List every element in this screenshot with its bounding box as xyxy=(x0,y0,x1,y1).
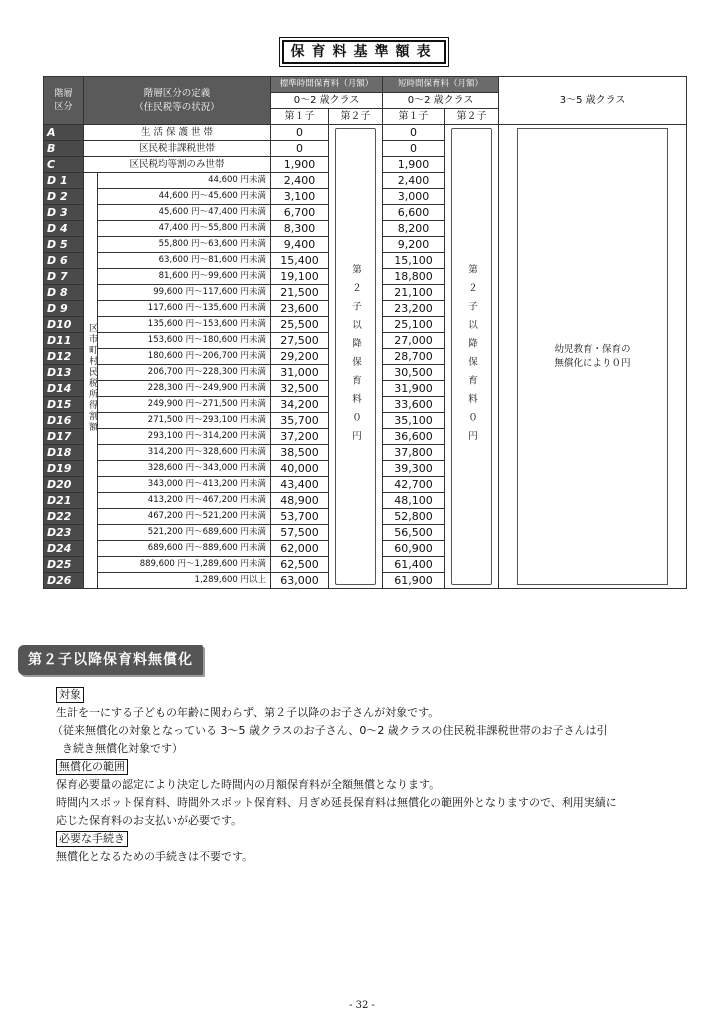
standard-fee-first-child: 40,000 xyxy=(271,461,329,477)
age-3-5-waiver-line-2: 無償化により０円 xyxy=(554,357,631,369)
tier-description: 228,300 円〜249,900 円未満 xyxy=(98,381,271,397)
target-text: 生計を一にする子どもの年齢に関わらず、第２子以降のお子さんが対象です。 xyxy=(56,706,440,719)
standard-fee-first-child: 53,700 xyxy=(271,509,329,525)
standard-fee-first-child: 19,100 xyxy=(271,269,329,285)
short-fee-first-child: 52,800 xyxy=(383,509,445,525)
target-label: 対象 xyxy=(56,687,84,703)
municipal-tax-label xyxy=(84,173,98,589)
short-fee-first-child: 39,300 xyxy=(383,461,445,477)
standard-fee-first-child: 0 xyxy=(271,125,329,141)
tier-code: D21 xyxy=(44,493,84,509)
standard-fee-first-child: 9,400 xyxy=(271,237,329,253)
tier-code: B xyxy=(44,141,84,157)
tier-description: 249,900 円〜271,500 円未満 xyxy=(98,397,271,413)
short-fee-first-child: 27,000 xyxy=(383,333,445,349)
tier-description: 生 活 保 護 世 帯 xyxy=(84,125,271,141)
second-child-waiver-standard xyxy=(329,125,383,589)
scope-label: 無償化の範囲 xyxy=(56,759,128,775)
tier-description: 467,200 円〜521,200 円未満 xyxy=(98,509,271,525)
standard-fee-first-child: 23,600 xyxy=(271,301,329,317)
tier-description: 44,600 円〜45,600 円未満 xyxy=(98,189,271,205)
table-row xyxy=(44,125,687,141)
header-age-0-2-short: 0〜2 歳クラス xyxy=(383,93,499,109)
tier-code: D22 xyxy=(44,509,84,525)
short-fee-first-child: 0 xyxy=(383,141,445,157)
tier-description: 区民税非課税世帯 xyxy=(84,141,271,157)
tier-description: 117,600 円〜135,600 円未満 xyxy=(98,301,271,317)
tier-code: D 1 xyxy=(44,173,84,189)
tier-code: D25 xyxy=(44,557,84,573)
standard-fee-first-child: 57,500 xyxy=(271,525,329,541)
second-child-waiver-short xyxy=(445,125,499,589)
short-fee-first-child: 42,700 xyxy=(383,477,445,493)
short-fee-first-child: 2,400 xyxy=(383,173,445,189)
tier-code: A xyxy=(44,125,84,141)
tier-code: D15 xyxy=(44,397,84,413)
short-fee-first-child: 37,800 xyxy=(383,445,445,461)
short-fee-first-child: 25,100 xyxy=(383,317,445,333)
scope-text-3: 応じた保育料のお支払いが必要です。 xyxy=(56,814,243,827)
short-fee-first-child: 1,900 xyxy=(383,157,445,173)
fee-table xyxy=(43,76,687,589)
tier-description: 293,100 円〜314,200 円未満 xyxy=(98,429,271,445)
short-fee-first-child: 61,400 xyxy=(383,557,445,573)
short-fee-first-child: 9,200 xyxy=(383,237,445,253)
standard-fee-first-child: 0 xyxy=(271,141,329,157)
section-heading: 第２子以降保育料無償化 xyxy=(18,645,203,675)
tier-description: 206,700 円〜228,300 円未満 xyxy=(98,365,271,381)
standard-fee-first-child: 25,500 xyxy=(271,317,329,333)
tier-code: D23 xyxy=(44,525,84,541)
tier-description: 153,600 円〜180,600 円未満 xyxy=(98,333,271,349)
header-age-3-5: 3〜5 歳クラス xyxy=(499,77,687,125)
standard-fee-first-child: 21,500 xyxy=(271,285,329,301)
standard-fee-first-child: 15,400 xyxy=(271,253,329,269)
tier-code: D13 xyxy=(44,365,84,381)
tier-code: D19 xyxy=(44,461,84,477)
header-second-child-short: 第２子 xyxy=(445,109,499,125)
tier-description: 889,600 円〜1,289,600 円未満 xyxy=(98,557,271,573)
page-number: - 32 - xyxy=(349,1000,375,1011)
tier-description: 689,600 円〜889,600 円未満 xyxy=(98,541,271,557)
standard-fee-first-child: 27,500 xyxy=(271,333,329,349)
tier-description: 99,600 円〜117,600 円未満 xyxy=(98,285,271,301)
short-fee-first-child: 56,500 xyxy=(383,525,445,541)
tier-description: 81,600 円〜99,600 円未満 xyxy=(98,269,271,285)
short-fee-first-child: 30,500 xyxy=(383,365,445,381)
tier-description: 343,000 円〜413,200 円未満 xyxy=(98,477,271,493)
tier-code: D 5 xyxy=(44,237,84,253)
tier-description: 47,400 円〜55,800 円未満 xyxy=(98,221,271,237)
standard-fee-first-child: 29,200 xyxy=(271,349,329,365)
tier-code: D 3 xyxy=(44,205,84,221)
second-child-waiver-text: 第２子以降保育料０円 xyxy=(466,264,478,449)
standard-fee-first-child: 3,100 xyxy=(271,189,329,205)
tier-description: 328,600 円〜343,000 円未満 xyxy=(98,461,271,477)
municipal-tax-label-text: 区市町村民税所得割額 xyxy=(87,322,97,433)
short-fee-first-child: 33,600 xyxy=(383,397,445,413)
tier-description: 55,800 円〜63,600 円未満 xyxy=(98,237,271,253)
short-fee-first-child: 35,100 xyxy=(383,413,445,429)
short-fee-first-child: 6,600 xyxy=(383,205,445,221)
section-body xyxy=(52,686,706,866)
tier-code: D17 xyxy=(44,429,84,445)
procedure-text: 無償化となるための手続きは不要です。 xyxy=(56,850,254,863)
header-definition-title: 階層区分の定義 xyxy=(143,87,211,99)
short-fee-first-child: 23,200 xyxy=(383,301,445,317)
header-standard-fee: 標準時間保育料（月額） xyxy=(271,77,383,93)
short-fee-first-child: 15,100 xyxy=(383,253,445,269)
standard-fee-first-child: 62,500 xyxy=(271,557,329,573)
tier-description: 413,200 円〜467,200 円未満 xyxy=(98,493,271,509)
standard-fee-first-child: 6,700 xyxy=(271,205,329,221)
age-3-5-waiver xyxy=(499,125,687,589)
tier-description: 314,200 円〜328,600 円未満 xyxy=(98,445,271,461)
tier-description: 1,289,600 円以上 xyxy=(98,573,271,589)
scope-text-1: 保育必要量の認定により決定した時間内の月額保育料が全額無償となります。 xyxy=(56,778,441,791)
standard-fee-first-child: 38,500 xyxy=(271,445,329,461)
tier-description: 44,600 円未満 xyxy=(98,173,271,189)
standard-fee-first-child: 48,900 xyxy=(271,493,329,509)
tier-code: D10 xyxy=(44,317,84,333)
standard-fee-first-child: 32,500 xyxy=(271,381,329,397)
short-fee-first-child: 18,800 xyxy=(383,269,445,285)
tier-description: 180,600 円〜206,700 円未満 xyxy=(98,349,271,365)
short-fee-first-child: 21,100 xyxy=(383,285,445,301)
standard-fee-first-child: 8,300 xyxy=(271,221,329,237)
header-age-0-2-standard: 0〜2 歳クラス xyxy=(271,93,383,109)
procedure-label: 必要な手続き xyxy=(56,831,128,847)
tier-code: D11 xyxy=(44,333,84,349)
second-child-waiver-text: 第２子以降保育料０円 xyxy=(350,264,362,449)
tier-code: D 2 xyxy=(44,189,84,205)
tier-code: D20 xyxy=(44,477,84,493)
short-fee-first-child: 60,900 xyxy=(383,541,445,557)
standard-fee-first-child: 1,900 xyxy=(271,157,329,173)
scope-text-2: 時間内スポット保育料、時間外スポット保育料、月ぎめ延長保育料は無償化の範囲外となりますので、利用実績に xyxy=(56,796,617,809)
tier-code: D24 xyxy=(44,541,84,557)
short-fee-first-child: 61,900 xyxy=(383,573,445,589)
tier-code: D12 xyxy=(44,349,84,365)
header-tier: 階層 区分 xyxy=(44,77,84,125)
tier-description: 45,600 円〜47,400 円未満 xyxy=(98,205,271,221)
standard-fee-first-child: 43,400 xyxy=(271,477,329,493)
tier-code: D 9 xyxy=(44,301,84,317)
fee-table-body xyxy=(44,125,687,589)
target-note-1: （従来無償化の対象となっている 3〜5 歳クラスのお子さん、0〜2 歳クラスの住民税非課税世帯のお子さんは引 xyxy=(52,724,608,737)
tier-code: D26 xyxy=(44,573,84,589)
standard-fee-first-child: 2,400 xyxy=(271,173,329,189)
short-fee-first-child: 31,900 xyxy=(383,381,445,397)
tier-code: D 4 xyxy=(44,221,84,237)
tier-code: D18 xyxy=(44,445,84,461)
standard-fee-first-child: 63,000 xyxy=(271,573,329,589)
header-second-child-standard: 第２子 xyxy=(329,109,383,125)
tier-code: D 8 xyxy=(44,285,84,301)
standard-fee-first-child: 62,000 xyxy=(271,541,329,557)
short-fee-first-child: 3,000 xyxy=(383,189,445,205)
short-fee-first-child: 48,100 xyxy=(383,493,445,509)
tier-description: 区民税均等割のみ世帯 xyxy=(84,157,271,173)
tier-code: D14 xyxy=(44,381,84,397)
page-title: 保育料基準額表 xyxy=(282,40,446,64)
header-short-fee: 短時間保育料（月額） xyxy=(383,77,499,93)
age-3-5-waiver-line-1: 幼児教育・保育の xyxy=(554,343,631,355)
tier-description: 521,200 円〜689,600 円未満 xyxy=(98,525,271,541)
target-note-2: き続き無償化対象です） xyxy=(62,742,183,755)
tier-description: 63,600 円〜81,600 円未満 xyxy=(98,253,271,269)
standard-fee-first-child: 34,200 xyxy=(271,397,329,413)
header-first-child-standard: 第１子 xyxy=(271,109,329,125)
short-fee-first-child: 8,200 xyxy=(383,221,445,237)
tier-code: D 6 xyxy=(44,253,84,269)
tier-code: D16 xyxy=(44,413,84,429)
short-fee-first-child: 28,700 xyxy=(383,349,445,365)
header-first-child-short: 第１子 xyxy=(383,109,445,125)
tier-description: 135,600 円〜153,600 円未満 xyxy=(98,317,271,333)
tier-code: C xyxy=(44,157,84,173)
header-definition-sub: （住民税等の状況） xyxy=(134,101,220,113)
standard-fee-first-child: 31,000 xyxy=(271,365,329,381)
short-fee-first-child: 36,600 xyxy=(383,429,445,445)
standard-fee-first-child: 37,200 xyxy=(271,429,329,445)
short-fee-first-child: 0 xyxy=(383,125,445,141)
standard-fee-first-child: 35,700 xyxy=(271,413,329,429)
tier-code: D 7 xyxy=(44,269,84,285)
tier-description: 271,500 円〜293,100 円未満 xyxy=(98,413,271,429)
header-definition xyxy=(84,77,271,125)
